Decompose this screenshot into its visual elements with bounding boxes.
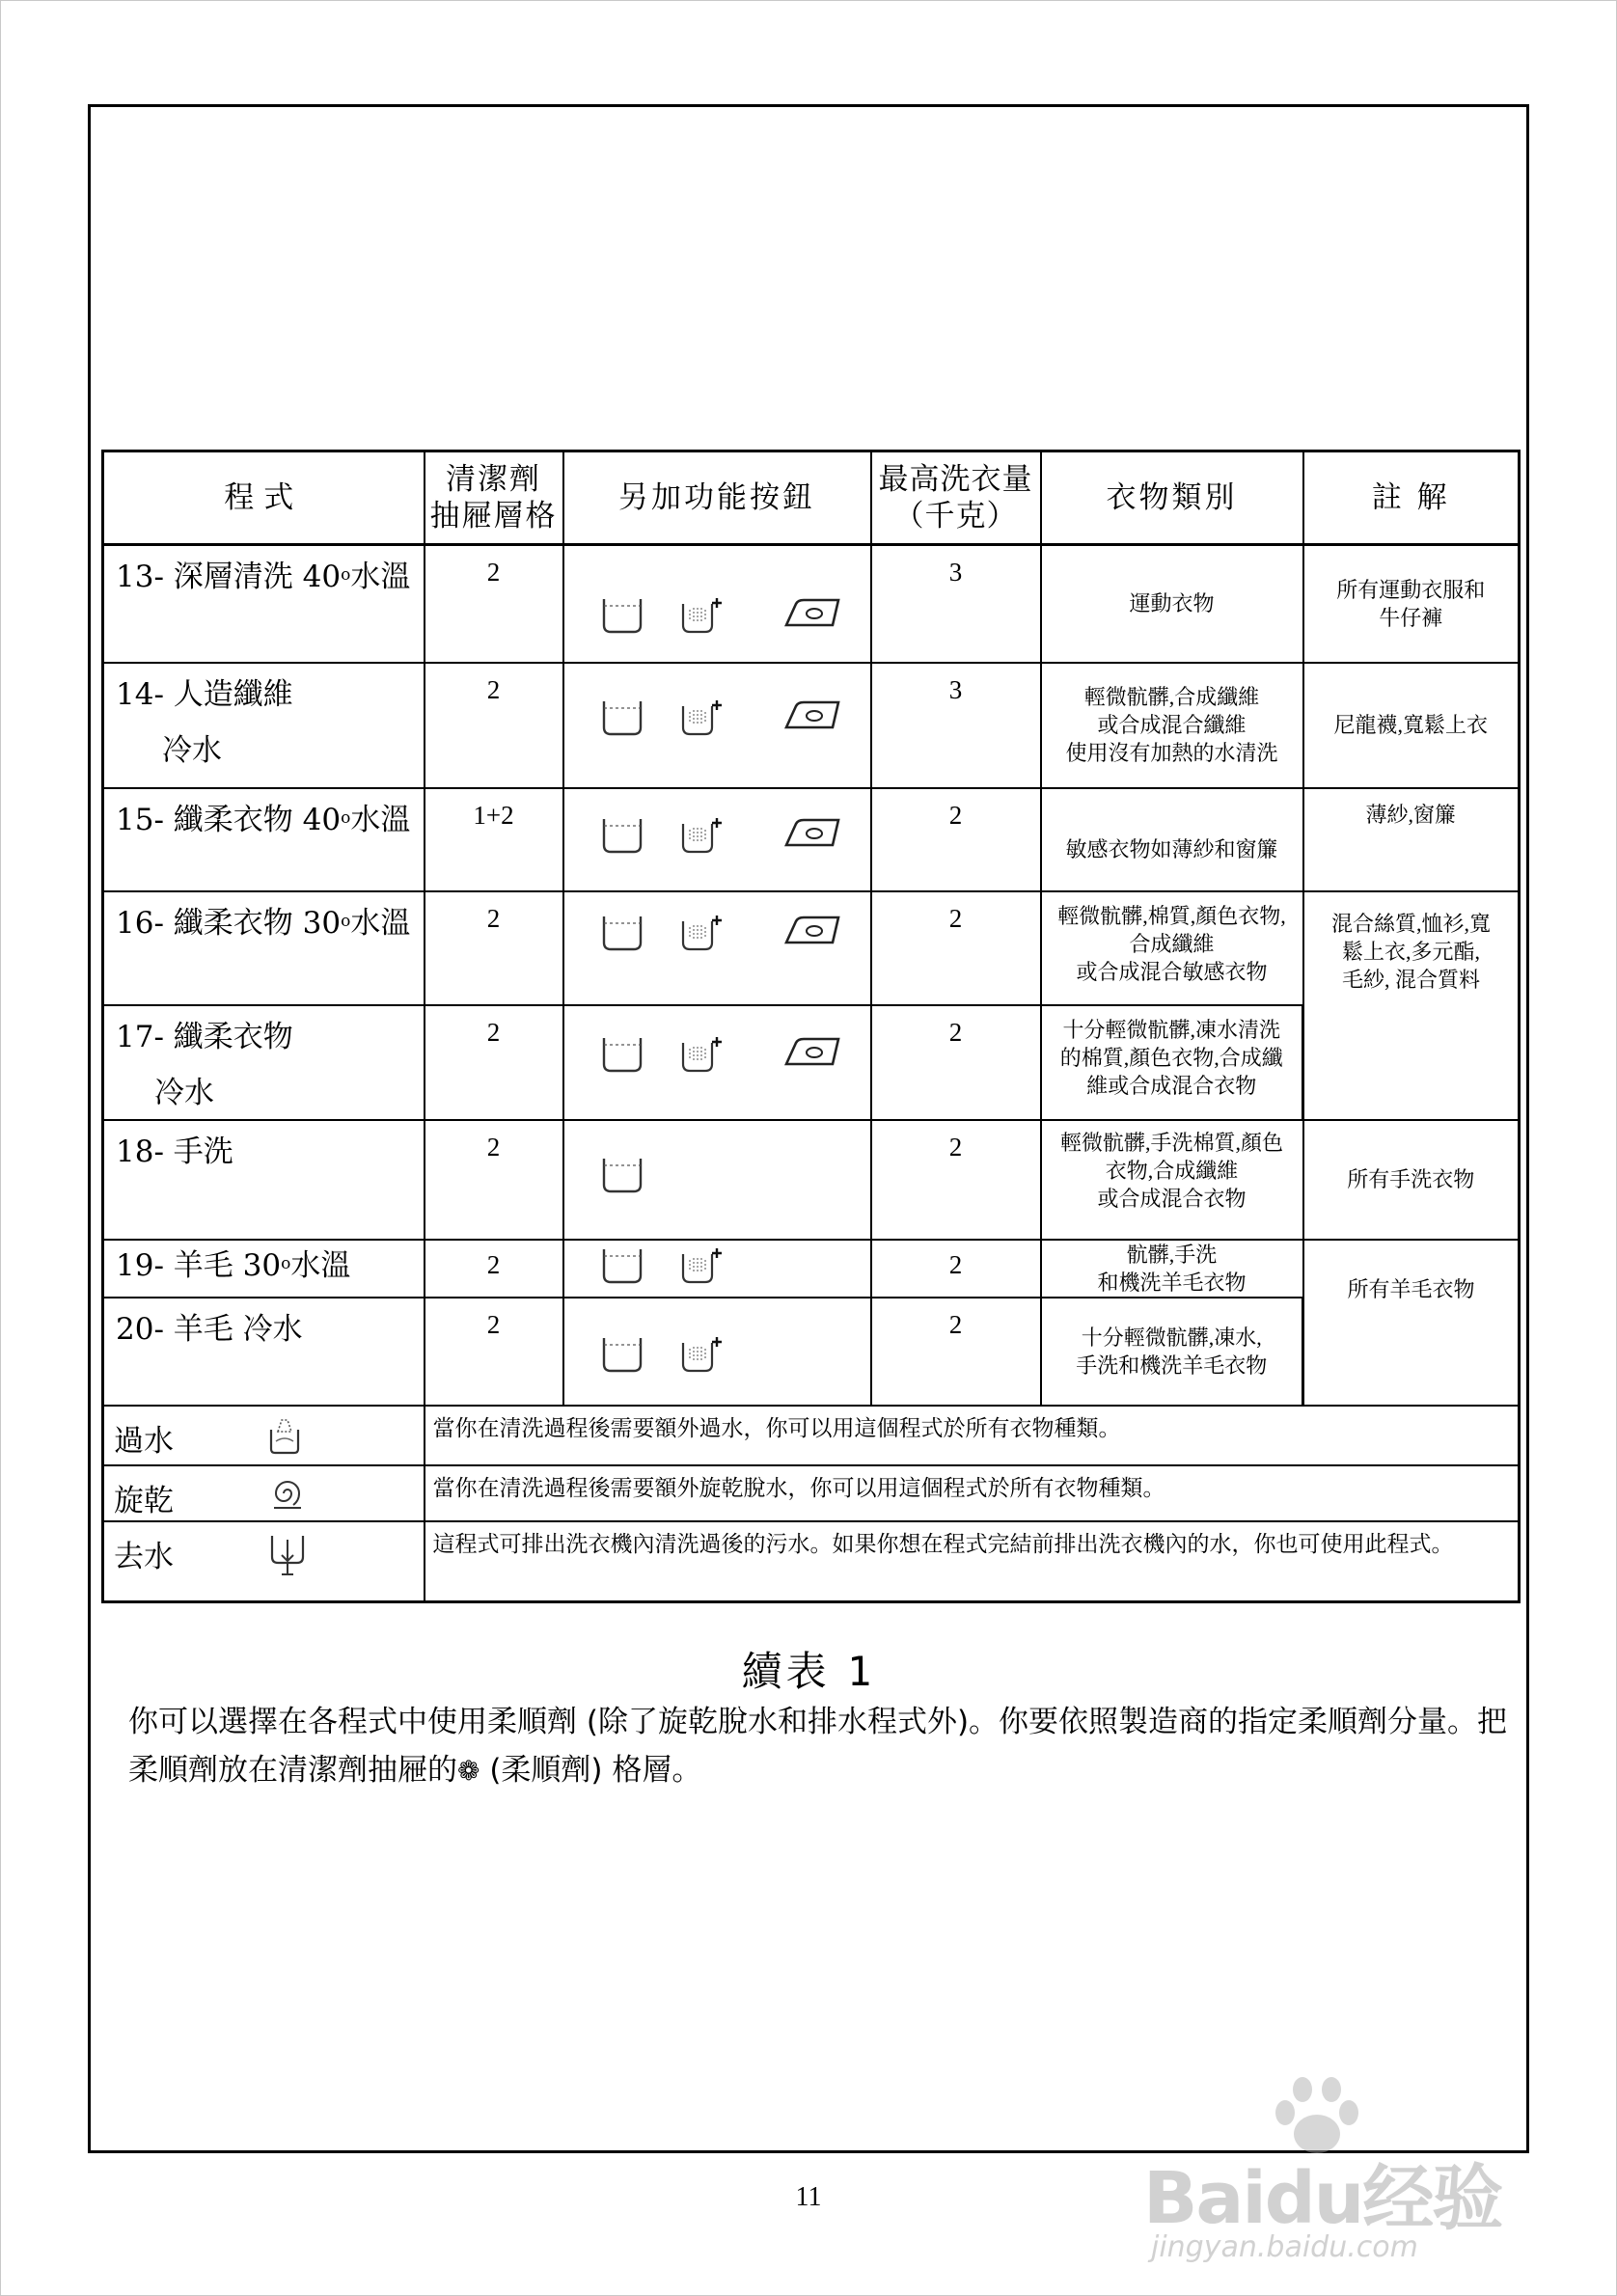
fabric-type: 輕微骯髒,手洗棉質,顏色 衣物,合成纖維 或合成混合衣物 bbox=[1041, 1120, 1303, 1240]
option-icons bbox=[563, 891, 871, 1005]
iron-icon bbox=[782, 1035, 842, 1070]
max-load: 2 bbox=[871, 788, 1041, 891]
header-drawer: 清潔劑 抽屜層格 bbox=[425, 451, 563, 545]
option-icons bbox=[563, 1005, 871, 1120]
watermark-site: jingyan.baidu.com bbox=[1151, 2230, 1418, 2264]
extra-rinse-icon bbox=[680, 1246, 725, 1285]
extra-rinse-icon bbox=[680, 914, 725, 952]
header-program: 程式 bbox=[103, 451, 425, 545]
drawer-compartment: 2 bbox=[425, 545, 563, 663]
table-row bbox=[103, 788, 1520, 891]
table-header-row bbox=[103, 451, 1520, 545]
program-name: 17- 纖柔衣物 冷水 bbox=[103, 1005, 425, 1120]
note: 薄紗,窗簾 bbox=[1303, 788, 1520, 891]
rinse-hold-icon bbox=[601, 1156, 644, 1194]
table-row-rinse bbox=[103, 1406, 1520, 1465]
option-icons bbox=[563, 1240, 871, 1298]
extra-program-description: 當你在清洗過程後需要額外過水，你可以用這個程式於所有衣物種類。 bbox=[425, 1406, 1520, 1465]
program-name: 18- 手洗 bbox=[103, 1120, 425, 1240]
extra-rinse-icon bbox=[680, 1335, 725, 1374]
rinse-hold-icon bbox=[601, 816, 644, 855]
extra-program-description: 這程式可排出洗衣機內清洗過後的污水。如果你想在程式完結前排出洗衣機內的水，你也可使用此程式。 bbox=[425, 1521, 1520, 1602]
program-name: 19- 羊毛 30$^o$水溫 bbox=[103, 1240, 425, 1298]
max-load: 2 bbox=[871, 1005, 1041, 1120]
table-row bbox=[103, 1120, 1520, 1240]
fabric-type: 骯髒,手洗 和機洗羊毛衣物 bbox=[1041, 1240, 1303, 1298]
extra-program-description: 當你在清洗過程後需要額外旋乾脫水，你可以用這個程式於所有衣物種類。 bbox=[425, 1465, 1520, 1521]
program-name: 14- 人造纖維 冷水 bbox=[103, 663, 425, 788]
header-options: 另加功能按鈕 bbox=[563, 451, 871, 545]
note: 所有羊毛衣物 bbox=[1303, 1240, 1520, 1406]
drain-icon bbox=[268, 1532, 307, 1590]
header-fabric: 衣物類別 bbox=[1041, 451, 1303, 545]
table-row bbox=[103, 545, 1520, 663]
program-name: 16- 纖柔衣物 30$^o$水溫 bbox=[103, 891, 425, 1005]
drawer-compartment: 1+2 bbox=[425, 788, 563, 891]
rinse-icon bbox=[268, 1416, 301, 1462]
program-name: 20- 羊毛 冷水 bbox=[103, 1298, 425, 1406]
rinse-hold-icon bbox=[601, 1035, 644, 1074]
drawer-compartment: 2 bbox=[425, 891, 563, 1005]
fabric-type: 運動衣物 bbox=[1041, 545, 1303, 663]
iron-icon bbox=[782, 698, 842, 733]
max-load: 2 bbox=[871, 1298, 1041, 1406]
iron-icon bbox=[782, 816, 842, 851]
extra-program-label: 旋乾 bbox=[103, 1465, 425, 1521]
iron-icon bbox=[782, 596, 842, 631]
extra-rinse-icon bbox=[680, 816, 725, 855]
iron-icon bbox=[782, 914, 842, 948]
table-row bbox=[103, 663, 1520, 788]
note: 所有運動衣服和 牛仔褲 bbox=[1303, 545, 1520, 663]
table-row-drain bbox=[103, 1521, 1520, 1602]
rinse-hold-icon bbox=[601, 698, 644, 737]
option-icons bbox=[563, 545, 871, 663]
fabric-type: 輕微骯髒,棉質,顏色衣物, 合成纖維 或合成混合敏感衣物 bbox=[1041, 891, 1303, 1005]
drawer-compartment: 2 bbox=[425, 1298, 563, 1406]
extra-program-label: 過水 bbox=[103, 1406, 425, 1465]
max-load: 3 bbox=[871, 663, 1041, 788]
fabric-type: 輕微骯髒,合成纖維 或合成混合纖維 使用沒有加熱的水清洗 bbox=[1041, 663, 1303, 788]
table-row-spin bbox=[103, 1465, 1520, 1521]
option-icons bbox=[563, 788, 871, 891]
drawer-compartment: 2 bbox=[425, 1240, 563, 1298]
note: 混合絲質,恤衫,寬 鬆上衣,多元酯, 毛紗, 混合質料 bbox=[1303, 891, 1520, 1120]
softener-symbol: ❁ bbox=[457, 1755, 480, 1787]
max-load: 2 bbox=[871, 1120, 1041, 1240]
option-icons bbox=[563, 1298, 871, 1406]
option-icons bbox=[563, 1120, 871, 1240]
drawer-compartment: 2 bbox=[425, 1120, 563, 1240]
watermark bbox=[1143, 2074, 1548, 2267]
softener-instructions: 你可以選擇在各程式中使用柔順劑 (除了旋乾脫水和排水程式外)。你要依照製造商的指定柔順劑分量。把柔順劑放在清潔劑抽屜的❁ (柔順劑) 格層。 bbox=[128, 1705, 1508, 1788]
fabric-type: 十分輕微骯髒,凍水清洗 的棉質,顏色衣物,合成纖 維或合成混合衣物 bbox=[1041, 1005, 1303, 1120]
program-name: 15- 纖柔衣物 40$^o$水溫 bbox=[103, 788, 425, 891]
max-load: 2 bbox=[871, 1240, 1041, 1298]
program-name: 13- 深層清洗 40$^o$水溫 bbox=[103, 545, 425, 663]
fabric-type: 十分輕微骯髒,凍水, 手洗和機洗羊毛衣物 bbox=[1041, 1298, 1303, 1406]
rinse-hold-icon bbox=[601, 596, 644, 635]
max-load: 3 bbox=[871, 545, 1041, 663]
drawer-compartment: 2 bbox=[425, 1005, 563, 1120]
extra-rinse-icon bbox=[680, 698, 725, 737]
rinse-hold-icon bbox=[601, 1246, 644, 1285]
extra-rinse-icon bbox=[680, 596, 725, 635]
drawer-compartment: 2 bbox=[425, 663, 563, 788]
note: 尼龍襪,寬鬆上衣 bbox=[1303, 663, 1520, 788]
program-table bbox=[101, 450, 1521, 1603]
rinse-hold-icon bbox=[601, 914, 644, 952]
page-number: 11 bbox=[795, 2182, 822, 2212]
header-notes: 註 解 bbox=[1303, 451, 1520, 545]
table-row bbox=[103, 1240, 1520, 1298]
rinse-hold-icon bbox=[601, 1335, 644, 1374]
max-load: 2 bbox=[871, 891, 1041, 1005]
spin-icon bbox=[268, 1476, 307, 1518]
watermark-brand: Baidu经验 bbox=[1143, 2157, 1502, 2240]
extra-program-label: 去水 bbox=[103, 1521, 425, 1602]
option-icons bbox=[563, 663, 871, 788]
header-max-load: 最高洗衣量 （千克） bbox=[871, 451, 1041, 545]
extra-rinse-icon bbox=[680, 1035, 725, 1074]
table-row bbox=[103, 891, 1520, 1005]
fabric-type: 敏感衣物如薄紗和窗簾 bbox=[1041, 788, 1303, 891]
continued-table-title: 續表 1 bbox=[741, 1648, 876, 1695]
note: 所有手洗衣物 bbox=[1303, 1120, 1520, 1240]
